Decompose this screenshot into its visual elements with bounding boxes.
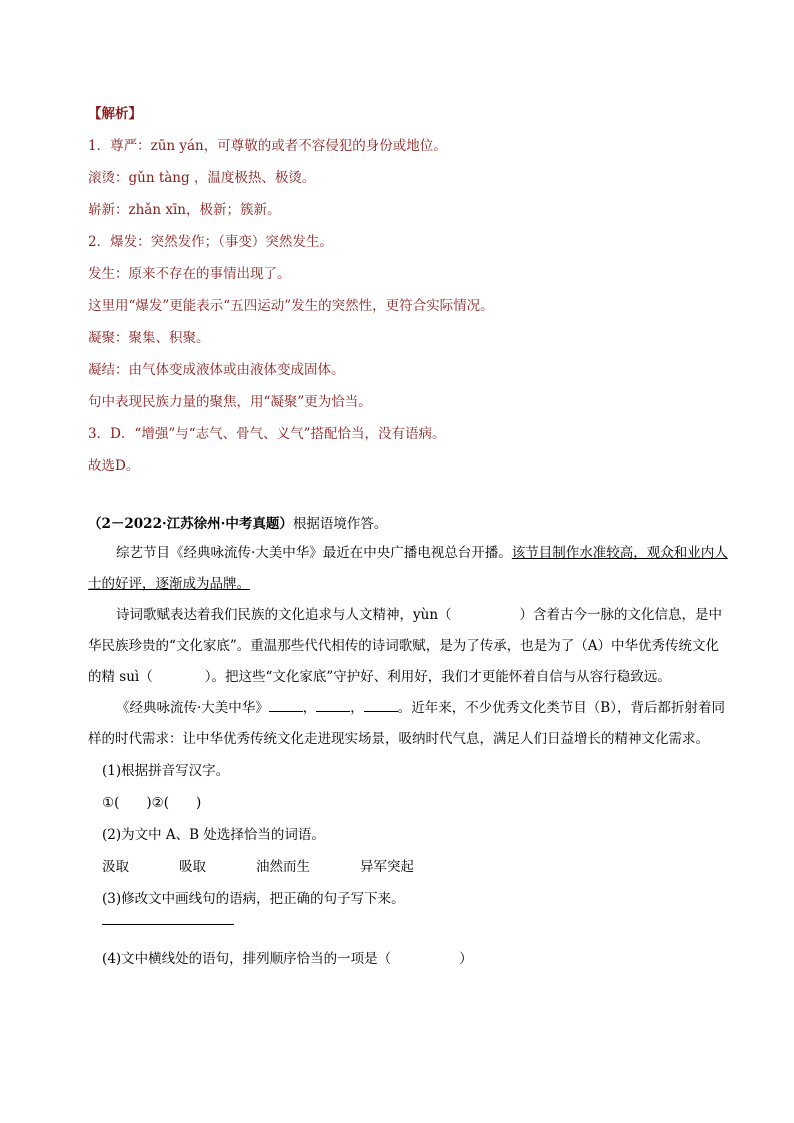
analysis-heading: 【解析】 — [88, 106, 142, 122]
analysis-line: 滚烫：gǔn tàng ，温度极热、极烫。 — [88, 170, 316, 186]
choice-word: 汲取 — [102, 859, 129, 875]
answer-line[interactable] — [102, 923, 234, 925]
sub-question-4 — [88, 943, 728, 975]
question-source: 江苏徐州·中考真题 — [166, 516, 280, 532]
paragraph-1-text: 综艺节目《经典咏流传·大美中华》最近在中央广播电视总台开播。 — [116, 545, 512, 561]
analysis-line: 故选D。 — [88, 458, 140, 474]
paragraph-1 — [88, 538, 728, 600]
word-choices — [88, 851, 728, 883]
choice-word: 油然而生 — [256, 859, 310, 875]
fill-blank-3[interactable] — [364, 697, 398, 712]
separator-1: ， — [302, 700, 317, 716]
sub-question-2: (2)为文中 A、B 处选择恰当的词语。 — [102, 827, 325, 843]
analysis-line: 凝聚：聚集、积聚。 — [88, 330, 210, 346]
fill-blank-2[interactable] — [316, 697, 350, 712]
sub-question-4-close: ） — [459, 951, 473, 967]
underlined-sentence: 该节目制作水准较高，观众和业内人士的好评，逐渐成为品牌。 — [88, 545, 728, 592]
sub-question-3: (3)修改文中画线句的语病，把正确的句子写下来。 — [102, 891, 405, 907]
fill-blank-1[interactable] — [269, 697, 303, 712]
sub-question-4-text: (4)文中横线处的语句，排列顺序恰当的一项是（ — [102, 951, 392, 967]
analysis-line: 2．爆发：突然发作；（事变）突然发生。 — [88, 234, 333, 250]
question-number: （2－2022· — [88, 516, 167, 532]
paragraph-3 — [88, 693, 728, 755]
paragraph-3-text-b: 。近年来，不少优秀文化类节目（B），背后都折射着同样的时代需求：让中华优秀传统文化走进现实场景，吸纳时代气息，满足人们日益增长的精神文化需求。 — [88, 700, 725, 747]
question-prompt: 根据语境作答。 — [292, 516, 388, 532]
sub-question-1-answer[interactable]: ①( )②( ) — [102, 795, 202, 811]
paragraph-3-text-a: 《经典咏流传·大美中华》 — [116, 700, 269, 716]
analysis-line: 1．尊严：zūn yán，可尊敬的或者不容侵犯的身份或地位。 — [88, 138, 447, 154]
analysis-line: 3．D．“增强”与“志气、骨气、义气”搭配恰当，没有语病。 — [88, 426, 446, 442]
paragraph-2-text-c: ）。把这些“文化家底”守护好、利用好，我们才更能怀着自信与从容行稳致远。 — [204, 669, 671, 685]
analysis-section — [88, 98, 728, 482]
question-title — [88, 510, 728, 538]
analysis-line: 句中表现民族力量的聚焦，用“凝聚”更为恰当。 — [88, 394, 372, 410]
sub-question-1: (1)根据拼音写汉字。 — [102, 763, 230, 779]
separator-2: ， — [350, 700, 364, 716]
choice-word: 异军突起 — [360, 859, 414, 875]
question-source-close: ） — [279, 516, 293, 532]
paragraph-2-text-b: ）含着古今一脉的文化信息，是中华民族珍贵的“文化家底”。重温那些代代相传的诗词歌赋，是为了传承，也是为了（A）中华优秀传统文化的精 suì（ — [88, 607, 723, 685]
choice-word: 吸取 — [179, 859, 206, 875]
analysis-line: 这里用“爆发”更能表示“五四运动”发生的突然性，更符合实际情况。 — [88, 298, 494, 314]
analysis-line: 凝结：由气体变成液体或由液体变成固体。 — [88, 362, 345, 378]
paragraph-2-text-a: 诗词歌赋表达着我们民族的文化追求与人文精神，yùn（ — [116, 607, 452, 623]
question-section — [88, 510, 728, 975]
analysis-line: 发生：原来不存在的事情出现了。 — [88, 266, 291, 282]
analysis-line: 崭新：zhǎn xīn，极新；簇新。 — [88, 202, 281, 218]
paragraph-2 — [88, 600, 728, 693]
